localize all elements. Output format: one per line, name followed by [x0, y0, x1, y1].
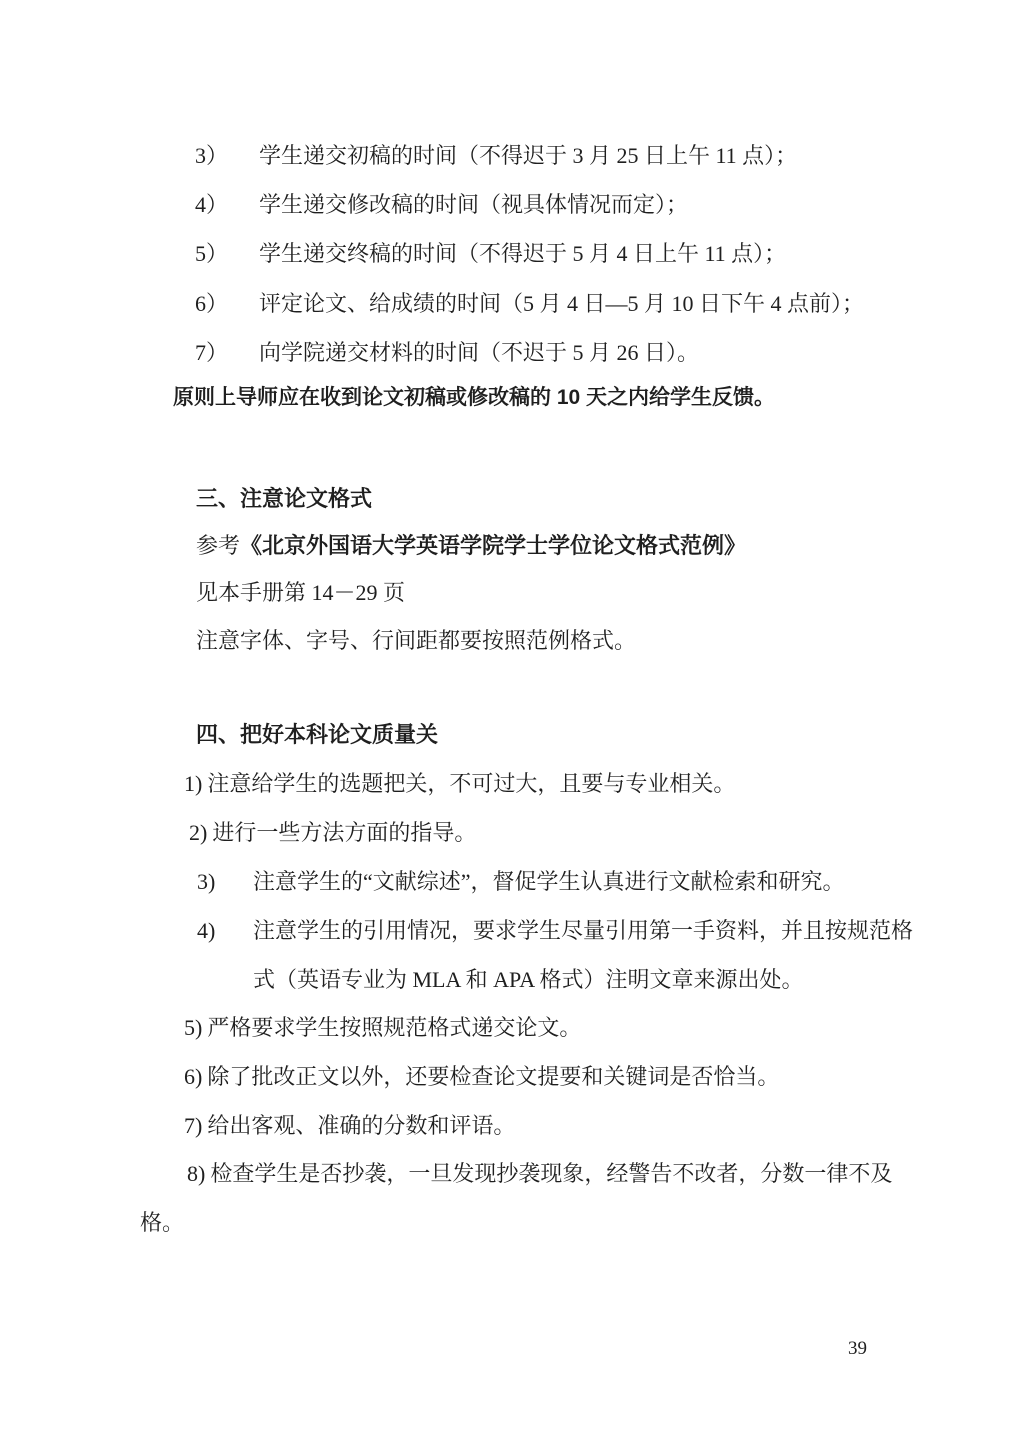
schedule-item-5-text: 学生递交终稿的时间（不得迟于 5 月 4 日上午 11 点）；: [259, 241, 787, 266]
quality-item-4: [197, 918, 913, 944]
quality-item-1-number: 1): [184, 771, 203, 796]
quality-item-8: [187, 1161, 892, 1187]
quality-item-5-number: 5): [184, 1015, 203, 1040]
page-number: 39: [848, 1338, 867, 1359]
quality-item-2-text: 进行一些方法方面的指导。: [212, 820, 477, 845]
supervisor-feedback-note: 原则上导师应在收到论文初稿或修改稿的 10 天之内给学生反馈。: [173, 386, 776, 409]
quality-item-2: [189, 820, 476, 846]
reference-title: 《北京外国语大学英语学院学士学位论文格式范例》: [240, 533, 747, 558]
reference-prefix: 参考: [196, 533, 241, 558]
quality-item-1-text: 注意给学生的选题把关，不可过大，且要与专业相关。: [207, 771, 736, 796]
schedule-item-5-number: 5）: [195, 241, 229, 266]
section-format-note-line: 注意字体、字号、行间距都要按照范例格式。: [196, 628, 637, 653]
section-format-heading: 三、注意论文格式: [196, 486, 373, 511]
quality-item-7-text: 给出客观、准确的分数和评语。: [207, 1113, 516, 1138]
quality-item-4-continuation: 式（英语专业为 MLA 和 APA 格式）注明文章来源出处。: [253, 967, 804, 992]
section-format-reference: [196, 533, 746, 559]
schedule-item-3-text: 学生递交初稿的时间（不得迟于 3 月 25 日上午 11 点）；: [259, 143, 798, 168]
schedule-item-3-number: 3）: [195, 143, 229, 168]
schedule-item-7-text: 向学院递交材料的时间（不迟于 5 月 26 日）。: [259, 340, 700, 365]
schedule-item-6: [195, 291, 864, 317]
schedule-item-6-number: 6）: [195, 291, 229, 316]
quality-item-6-text: 除了批改正文以外，还要检查论文提要和关键词是否恰当。: [207, 1064, 780, 1089]
quality-item-2-number: 2): [189, 820, 208, 845]
schedule-item-4: [195, 192, 688, 218]
quality-item-1: [184, 771, 735, 797]
schedule-item-5: [195, 241, 786, 267]
quality-item-3-number: 3): [197, 869, 216, 894]
quality-item-4-number: 4): [197, 918, 216, 943]
quality-item-3-text: 注意学生的“文献综述”，督促学生认真进行文献检索和研究。: [253, 869, 845, 894]
quality-item-8-number: 8): [187, 1161, 206, 1186]
quality-item-7: [184, 1113, 515, 1139]
quality-item-5: [184, 1015, 581, 1041]
schedule-item-4-number: 4）: [195, 192, 229, 217]
schedule-item-3: [195, 143, 797, 169]
quality-item-3: [197, 869, 845, 895]
schedule-item-6-text: 评定论文、给成绩的时间（5 月 4 日—5 月 10 日下午 4 点前）；: [259, 291, 865, 316]
quality-item-5-text: 严格要求学生按照规范格式递交论文。: [207, 1015, 582, 1040]
section-quality-heading: 四、把好本科论文质量关: [196, 722, 439, 747]
quality-item-6-number: 6): [184, 1064, 203, 1089]
quality-item-8-continuation: 格。: [140, 1210, 185, 1235]
quality-item-8-text-line1: 检查学生是否抄袭，一旦发现抄袭现象，经警告不改者，分数一律不及: [210, 1161, 893, 1186]
schedule-item-4-text: 学生递交修改稿的时间（视具体情况而定）；: [259, 192, 689, 217]
quality-item-6: [184, 1064, 779, 1090]
quality-item-4-text-line1: 注意学生的引用情况，要求学生尽量引用第一手资料，并且按规范格: [253, 918, 914, 943]
schedule-item-7: [195, 340, 699, 366]
quality-item-7-number: 7): [184, 1113, 203, 1138]
section-format-pages-line: 见本手册第 14－29 页: [196, 580, 406, 605]
schedule-item-7-number: 7）: [195, 340, 229, 365]
